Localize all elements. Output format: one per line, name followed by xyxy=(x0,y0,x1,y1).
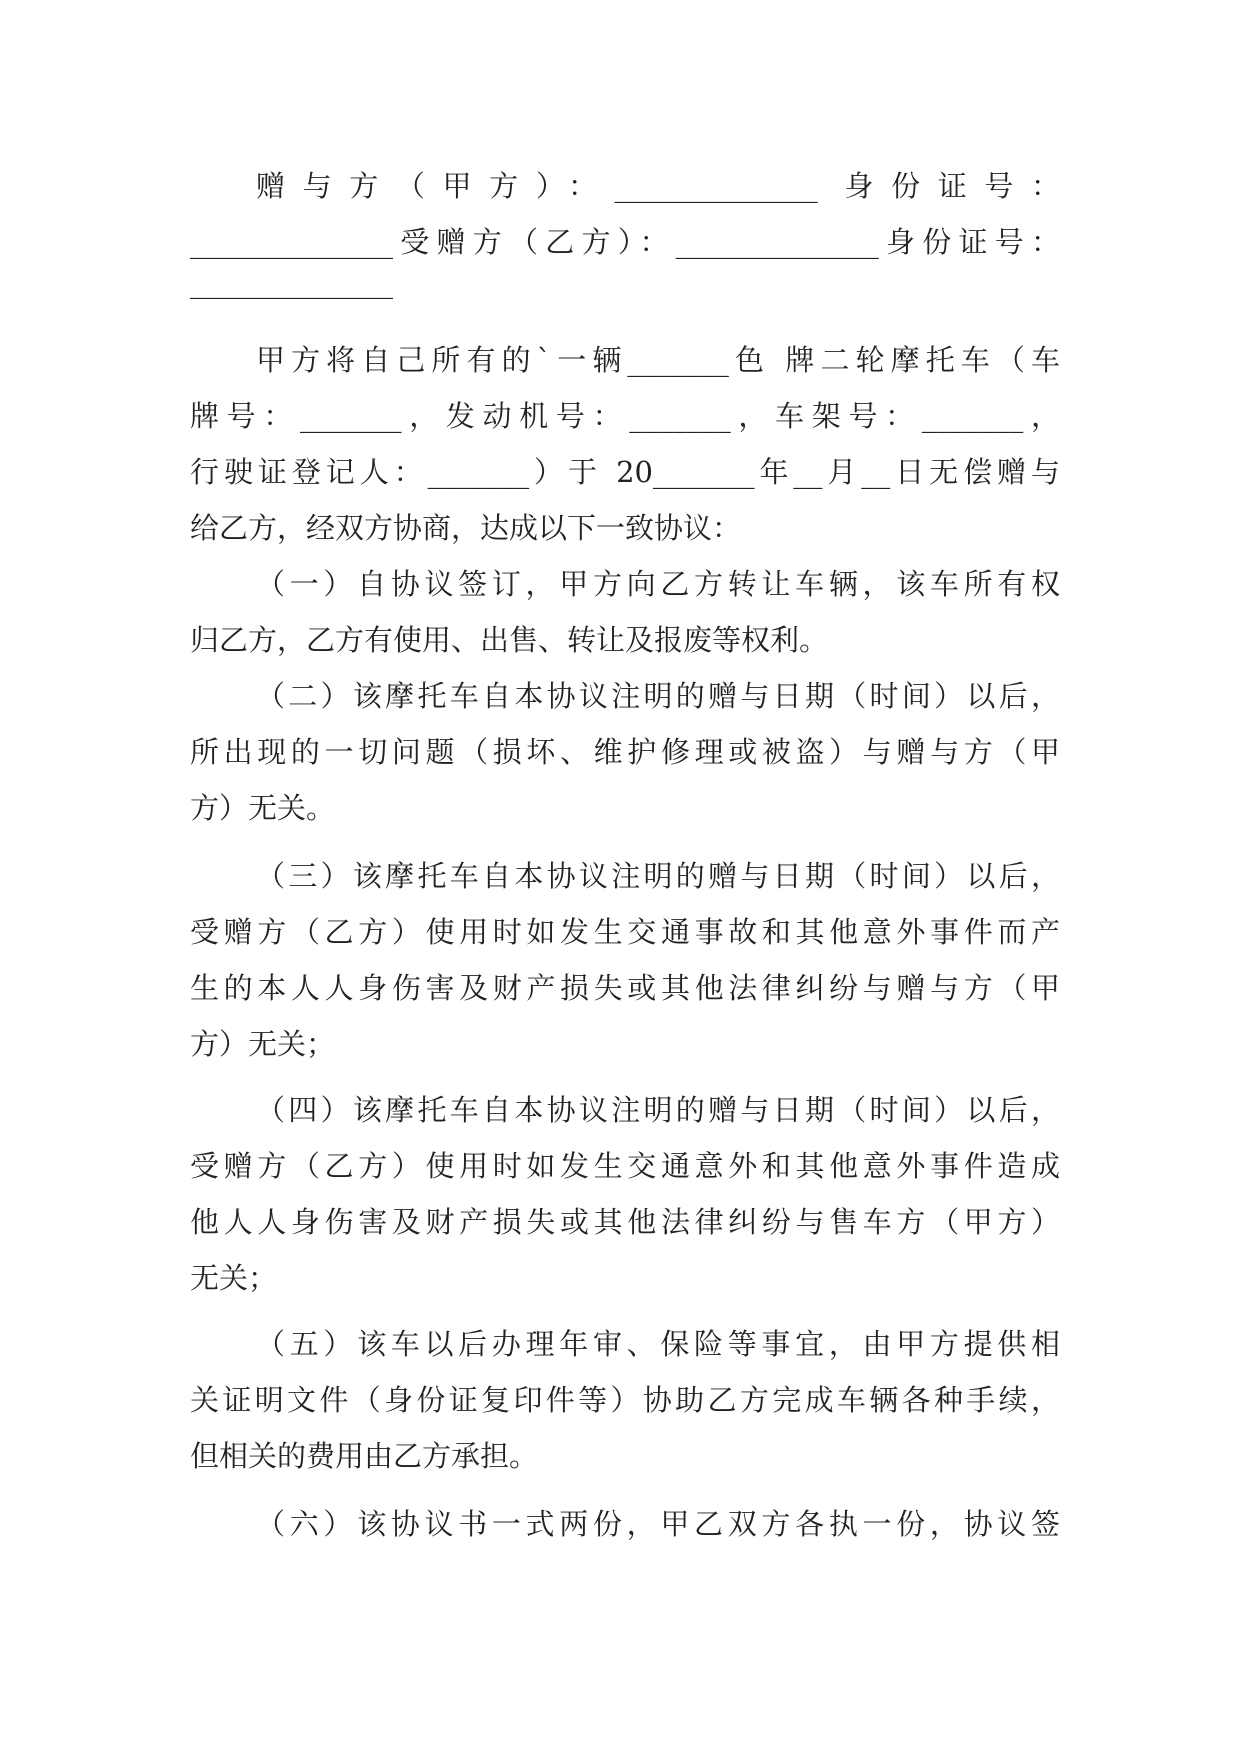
clause-3-line: （三）该摩托车自本协议注明的赠与日期（时间）以后， xyxy=(256,859,1060,893)
clause-4-line: 他人人身伤害及财产损失或其他法律纠纷与售车方（甲方） xyxy=(190,1205,1060,1239)
text-line: 给乙方，经双方协商，达成以下一致协议： xyxy=(190,511,742,545)
clause-2-line: 方）无关。 xyxy=(190,791,336,825)
clause-5-line: 但相关的费用由乙方承担。 xyxy=(190,1439,539,1473)
clause-1-line: （一）自协议签订，甲方向乙方转让车辆，该车所有权 xyxy=(256,567,1060,601)
clause-3-line: 方）无关； xyxy=(190,1027,336,1061)
clause-3-line: 受赠方（乙方）使用时如发生交通事故和其他意外事件而产 xyxy=(190,915,1060,949)
clause-4-line: （四）该摩托车自本协议注明的赠与日期（时间）以后， xyxy=(256,1093,1060,1127)
clause-1-line: 归乙方，乙方有使用、出售、转让及报废等权利。 xyxy=(190,623,829,657)
text-line-id-blank: ______________ xyxy=(190,265,393,299)
text-line-recipient: ______________受赠方（乙方）：______________身份证号： xyxy=(190,225,1060,259)
clause-5-line: （五）该车以后办理年审、保险等事宜，由甲方提供相 xyxy=(256,1327,1060,1361)
text-line: 牌号：_______，发动机号：_______，车架号：_______， xyxy=(190,399,1060,433)
clause-5-line: 关证明文件（身份证复印件等）协助乙方完成车辆各种手续， xyxy=(190,1383,1060,1417)
clause-2-line: 所出现的一切问题（损坏、维护修理或被盗）与赠与方（甲 xyxy=(190,735,1060,769)
clause-3-line: 生的本人人身伤害及财产损失或其他法律纠纷与赠与方（甲 xyxy=(190,971,1060,1005)
text-line: 行驶证登记人：_______）于 20_______年__月__日无偿赠与 xyxy=(190,455,1060,489)
text-line: 甲方将自己所有的`一辆_______色 牌二轮摩托车（车 xyxy=(256,343,1060,377)
text-line-donor: 赠与方（甲方）：______________ 身份证号： xyxy=(256,169,1060,203)
clause-2-line: （二）该摩托车自本协议注明的赠与日期（时间）以后， xyxy=(256,679,1060,713)
clause-4-line: 无关； xyxy=(190,1261,278,1295)
clause-4-line: 受赠方（乙方）使用时如发生交通意外和其他意外事件造成 xyxy=(190,1149,1060,1183)
clause-6-line: （六）该协议书一式两份，甲乙双方各执一份，协议签 xyxy=(256,1507,1060,1541)
